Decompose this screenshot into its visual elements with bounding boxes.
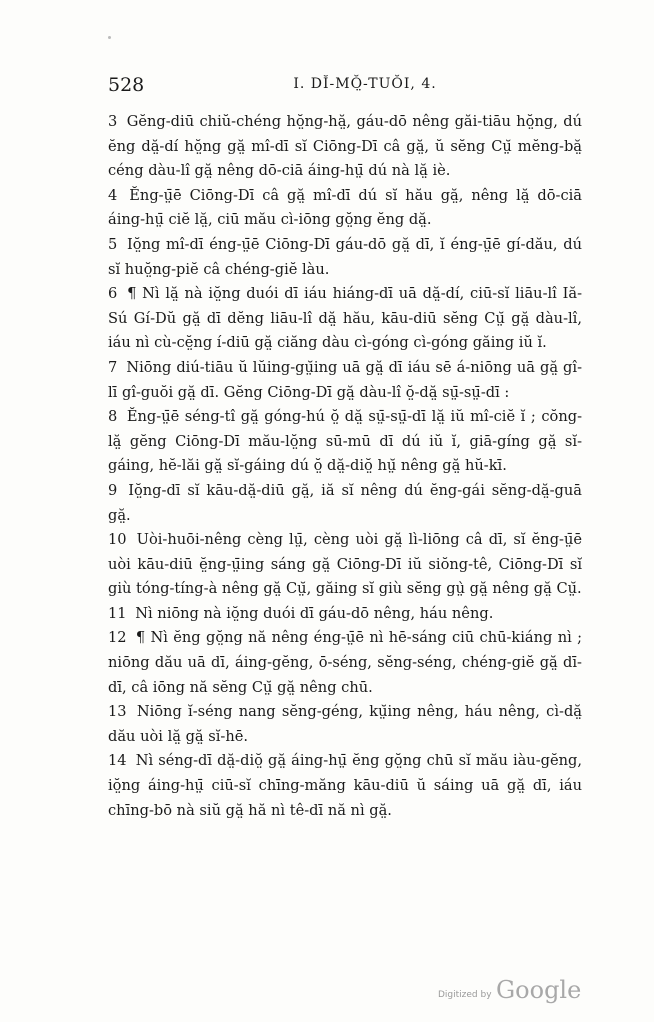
google-logo: Google — [496, 976, 582, 1004]
verse-text: Nì niōng nà iŏ̤ng duói dī gáu-dō nêng, háu nêng. — [135, 604, 494, 622]
verse-text: Iŏ̤ng mî-dī éng-ṳ̄ē Ciōng-Dī gáu-dō gă̤ dī, ĭ éng-ṳ̄ē gí-dău, dú sĭ huŏ̤ng-piĕ câ chéng-giĕ làu. — [108, 235, 582, 278]
verse-body — [108, 110, 582, 823]
verse-6 — [108, 282, 582, 356]
verse-text: Iŏ̤ng-dī sĭ kāu-dă̤-diū gă̤, iă sĭ nêng dú ĕng-gái sĕng-dă̤-guā gă̤. — [108, 481, 583, 524]
verse-text: Ĕng-ṳ̄ē séng-tî gă̤ góng-hú ŏ̤ dă̤ sṳ̄-sṳ̄-dī lă̤ iŭ mî-ciĕ ĭ ; cŏng-lă̤ gĕng Ciōng-Dī mău-lŏ̤ng sū-mū dī dú iŭ ĭ, giā-gíng gă̤ sĭ-gáing, hĕ-lăi gă̤ sĭ-gáing dú ŏ̤ dă̤-diŏ̤ hṳ̆ nêng gă̤ hŭ-kī. — [108, 408, 583, 475]
verse-text: ¶ Nì ĕng gŏ̤ng nă nêng éng-ṳ̄ē nì hē-sáng ciū chū-kiáng nì ; niōng dău uā dī, áing-gĕng, ō-séng, sĕng-séng, chéng-giĕ gă̤ dī-dī, câ iōng nă sĕng Cṳ̆ gă̤ nêng chū. — [108, 629, 582, 696]
verse-number: 3 — [108, 113, 118, 130]
verse-number: 12 — [108, 629, 127, 647]
verse-number: 4 — [108, 186, 118, 204]
verse-number: 6 — [108, 285, 118, 303]
verse-number: 10 — [108, 531, 127, 549]
verse-5 — [108, 233, 582, 282]
verse-number: 7 — [108, 358, 118, 376]
verse-8 — [108, 405, 582, 479]
verse-14 — [108, 749, 582, 823]
verse-12 — [108, 626, 582, 700]
verse-number: 5 — [108, 235, 118, 253]
verse-4 — [108, 184, 582, 233]
verse-number: 14 — [108, 752, 127, 770]
verse-13 — [108, 700, 582, 749]
verse-7 — [108, 356, 582, 405]
verse-number: 13 — [108, 703, 127, 721]
running-title: I. DĬ-MŎ̤-TUŎI, 4. — [293, 76, 437, 92]
verse-text: Uòi-huōi-nêng cèng lṳ̄, cèng uòi gă̤ lì-liōng câ dī, sĭ ĕng-ṳ̄ē uòi kāu-diū ĕ̤ng-ṳ̄ing sáng gă̤ Ciōng-Dī iŭ siŏng-tê, Ciōng-Dī sĭ giù tóng-tíng-à nêng gă̤ Cṳ̆, găing sĭ giù sĕng gṳ̀ gă̤ nêng gă̤ Cṳ̆. — [108, 531, 583, 598]
verse-10 — [108, 528, 582, 602]
page-header — [108, 74, 582, 100]
verse-number: 11 — [108, 604, 127, 622]
verse-number: 9 — [108, 481, 118, 499]
verse-9 — [108, 479, 582, 528]
verse-text: ¶ Nì lă̤ nà iŏ̤ng duói dī iáu hiáng-dī uā dă̤-dí, ciū-sĭ liāu-lî Iă-Sú Gí-Dŭ gă̤ dī dĕng liāu-lî dă̤ hău, kāu-diū sĕng Cṳ̆ gă̤ dàu-lî, iáu nì cù-cĕ̤ng í-diū gă̤ ciăng dàu cì-góng cì-góng găing iŭ ĭ. — [108, 285, 583, 352]
page-speck — [108, 36, 111, 39]
verse-text: Nì séng-dī dă̤-diŏ̤ gă̤ áing-hṳ̄ ĕng gŏ̤ng chū sĭ mău iàu-gĕng, iŏ̤ng áing-hṳ̄ ciū-sĭ chīng-măng kāu-diū ŭ sáing uā gă̤ dī, iáu chīng-bō nà siŭ gă̤ hă nì tê-dī nă nì gă̤. — [108, 752, 582, 819]
verse-number: 8 — [108, 408, 118, 426]
digitized-by-label: Digitized by — [438, 990, 492, 1000]
verse-text: Ĕng-ṳ̄ē Ciōng-Dī câ gă̤ mî-dī dú sĭ hău gă̤, nêng lă̤ dō-ciā áing-hṳ̄ ciĕ lă̤, ciū mău cì-iōng gŏ̤ng ĕng dă̤. — [108, 186, 582, 229]
verse-text: Niōng diú-tiāu ŭ lŭing-gṳ̆ing uā gă̤ dī iáu sē á-niōng uā gă̤ gî-lī gî-guŏi gă̤ dī. Gĕng Ciōng-Dī gă̤ dàu-lî ŏ̤-dă̤ sṳ̄-sṳ̄-dī : — [108, 358, 582, 401]
verse-text: Niōng ĭ-séng nang sĕng-géng, kṳ̆ing nêng, háu nêng, cì-dă̤ dău uòi lă̤ gă̤ sĭ-hē. — [108, 703, 582, 745]
verse-11 — [108, 602, 582, 627]
verse-3 — [108, 110, 582, 184]
google-watermark — [438, 976, 582, 1006]
page-number: 528 — [108, 74, 145, 96]
verse-text: Gĕng-diū chiŭ-chéng hŏ̤ng-hă̤, gáu-dō nêng găi-tiāu hŏ̤ng, dú ĕng dă̤-dí hŏ̤ng gă̤ mî-dī sĭ Ciōng-Dī câ gă̤, ŭ sĕng Cṳ̆ mĕng-bă̤ céng dàu-lî gă̤ nêng dō-ciā áing-hṳ̄ dú nà lă̤ iè. — [108, 113, 582, 180]
